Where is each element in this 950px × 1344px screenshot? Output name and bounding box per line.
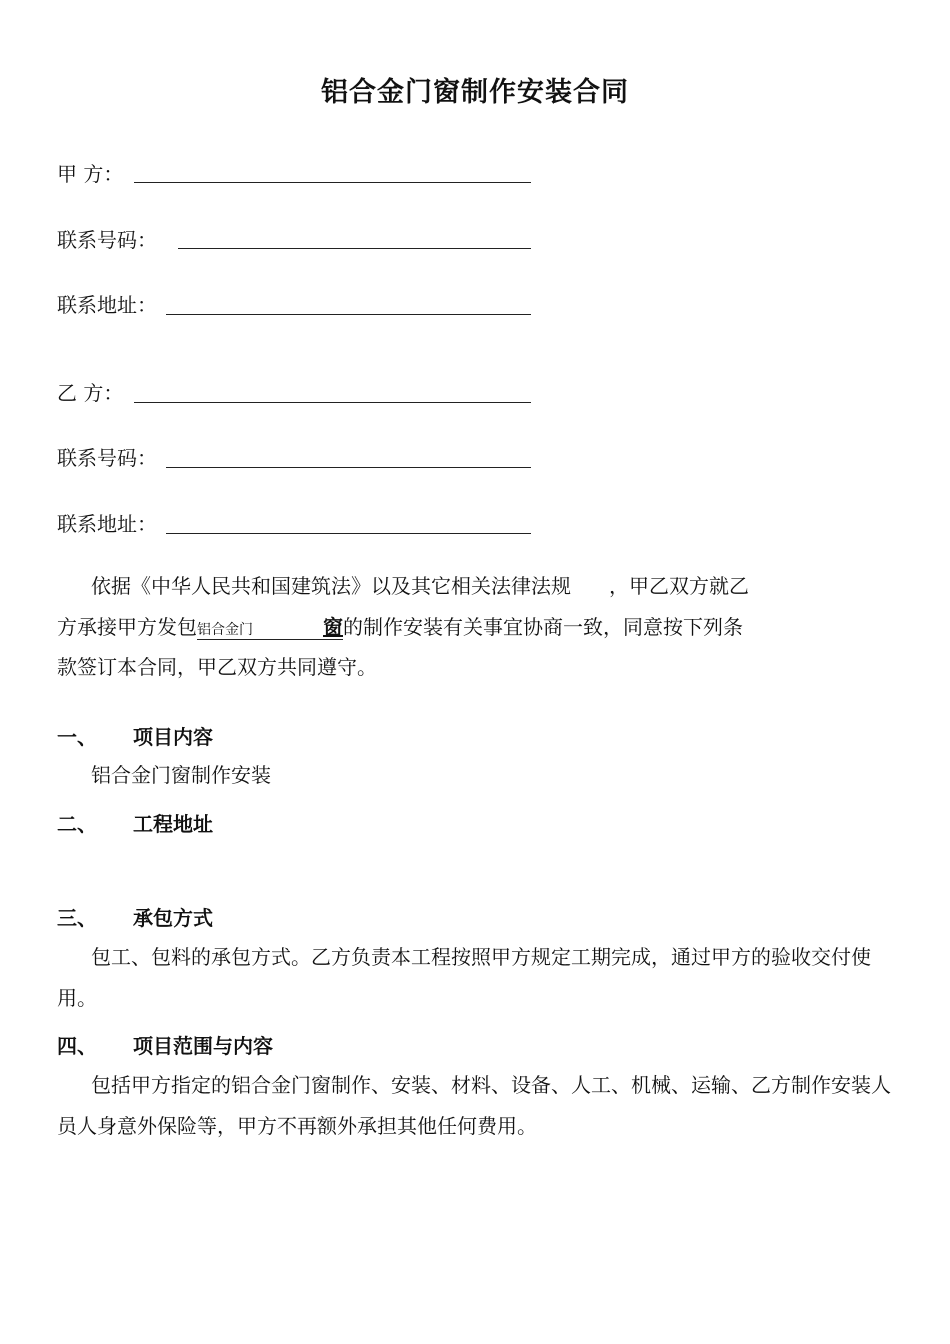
party-a-address-line[interactable] xyxy=(166,314,531,315)
party-a-phone-label: 联系号码： xyxy=(57,228,157,252)
party-b-phone-label: 联系号码： xyxy=(57,446,157,470)
section-2-number: 二、 xyxy=(57,812,97,836)
intro-line-2b: 的制作安装有关事宜协商一致，同意按下列条 xyxy=(343,615,743,639)
section-1-number: 一、 xyxy=(57,725,97,749)
party-a-phone-line[interactable] xyxy=(178,248,531,249)
section-3-heading xyxy=(57,906,213,930)
party-b-address-label: 联系地址： xyxy=(57,512,157,536)
section-4-title: 项目范围与内容 xyxy=(133,1034,273,1058)
section-2-title: 工程地址 xyxy=(133,812,213,836)
intro-line-1 xyxy=(91,574,749,598)
intro-line-3: 款签订本合同，甲乙双方共同遵守。 xyxy=(57,655,377,679)
party-a-name-line[interactable] xyxy=(134,182,531,183)
document-title: 铝合金门窗制作安装合同 xyxy=(321,77,629,108)
section-1-body: 铝合金门窗制作安装 xyxy=(91,763,271,787)
section-2-heading xyxy=(57,812,213,836)
intro-line-1a: 依据《中华人民共和国建筑法》以及其它相关法律法规 xyxy=(91,574,571,598)
section-4-heading xyxy=(57,1034,273,1058)
party-a-label: 甲 方： xyxy=(57,162,124,186)
section-4-body: 包括甲方指定的铝合金门窗制作、安装、材料、设备、人工、机械、运输、乙方制作安装人员人身意外保险等，甲方不再额外承担其他任何费用。 xyxy=(57,1073,891,1138)
section-4-number: 四、 xyxy=(57,1034,97,1058)
section-1-heading xyxy=(57,725,213,749)
intro-line-2a: 方承接甲方发包 xyxy=(57,615,197,639)
section-3-title: 承包方式 xyxy=(133,906,213,930)
intro-line-2 xyxy=(57,615,743,640)
party-b-phone-line[interactable] xyxy=(166,467,531,468)
party-b-label: 乙 方： xyxy=(57,381,124,405)
section-3-number: 三、 xyxy=(57,906,97,930)
party-b-name-line[interactable] xyxy=(134,402,531,403)
section-1-title: 项目内容 xyxy=(133,725,213,749)
party-b-address-line[interactable] xyxy=(166,533,531,534)
party-a-address-label: 联系地址： xyxy=(57,293,157,317)
intro-line-1b: ，甲乙双方就乙 xyxy=(609,574,749,598)
section-3-body: 包工、包料的承包方式。乙方负责本工程按照甲方规定工期完成，通过甲方的验收交付使用。 xyxy=(57,945,871,1010)
project-fill-blank[interactable]: 铝合金门 xyxy=(197,621,343,640)
project-fill-bold: 窗 xyxy=(323,615,343,639)
